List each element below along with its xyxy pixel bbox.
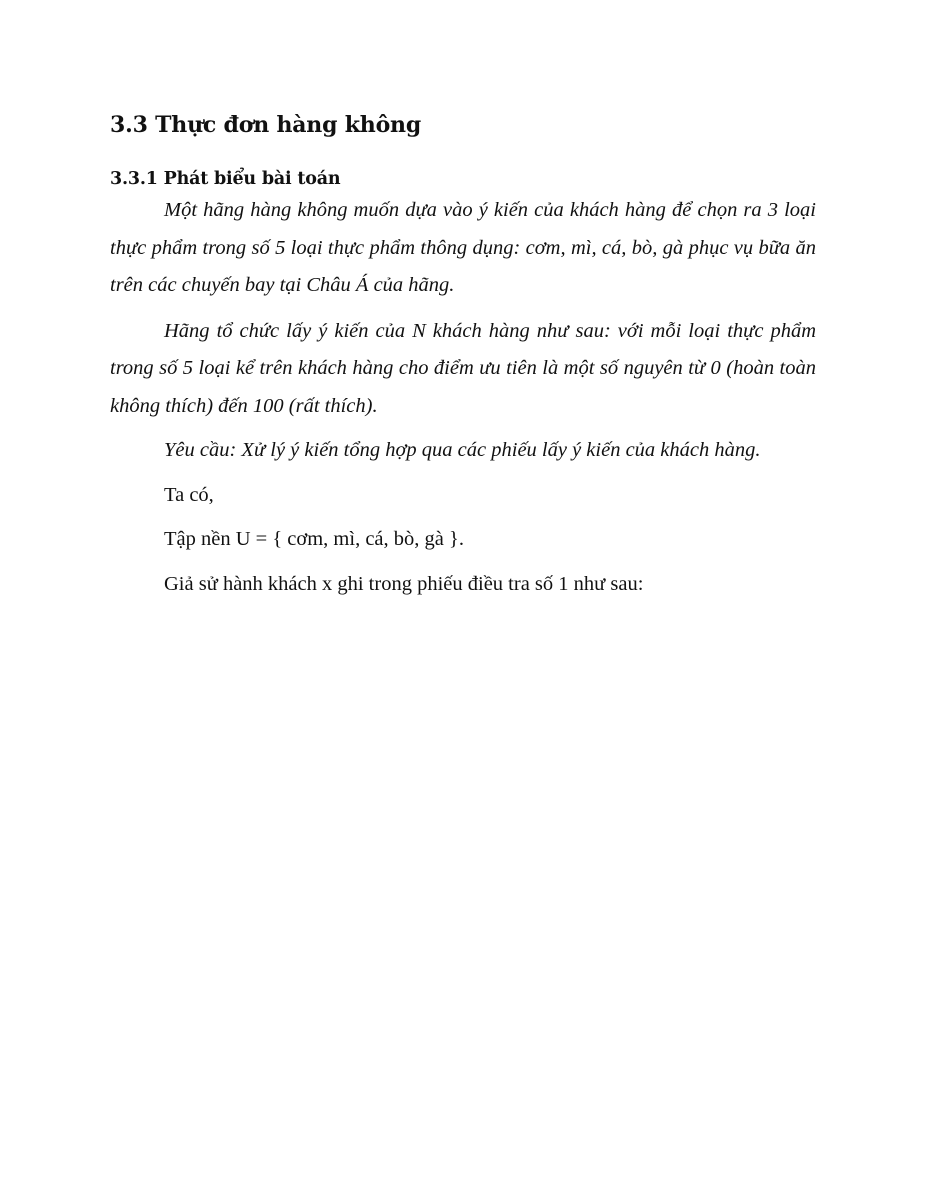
body-paragraph-tap-nen: Tập nền U = { cơm, mì, cá, bò, gà }. (164, 528, 464, 550)
section-title: 3.3 Thực đơn hàng không (110, 112, 422, 138)
document-body (110, 110, 816, 603)
problem-paragraph-2: Hãng tổ chức lấy ý kiến của N khách hàng như sau: với mỗi loại thực phẩm trong số 5 loại kể trên khách hàng cho điểm ưu tiên là một số nguyên từ 0 (hoàn toàn không thích) đến 100 (rất thích). (110, 319, 816, 417)
problem-paragraph-1: Một hãng hàng không muốn dựa vào ý kiến của khách hàng để chọn ra 3 loại thực phẩm trong số 5 loại thực phẩm thông dụng: cơm, mì, cá, bò, gà phục vụ bữa ăn trên các chuyến bay tại Châu Á của hãng. (110, 199, 816, 296)
body-paragraph-ta-co: Ta có, (164, 483, 214, 506)
requirement-paragraph: Yêu cầu: Xử lý ý kiến tổng hợp qua các phiếu lấy ý kiến của khách hàng. (164, 439, 761, 461)
body-paragraph-gia-su: Giả sử hành khách x ghi trong phiếu điều tra số 1 như sau: (164, 572, 644, 595)
subsection-title: 3.3.1 Phát biểu bài toán (110, 169, 341, 189)
